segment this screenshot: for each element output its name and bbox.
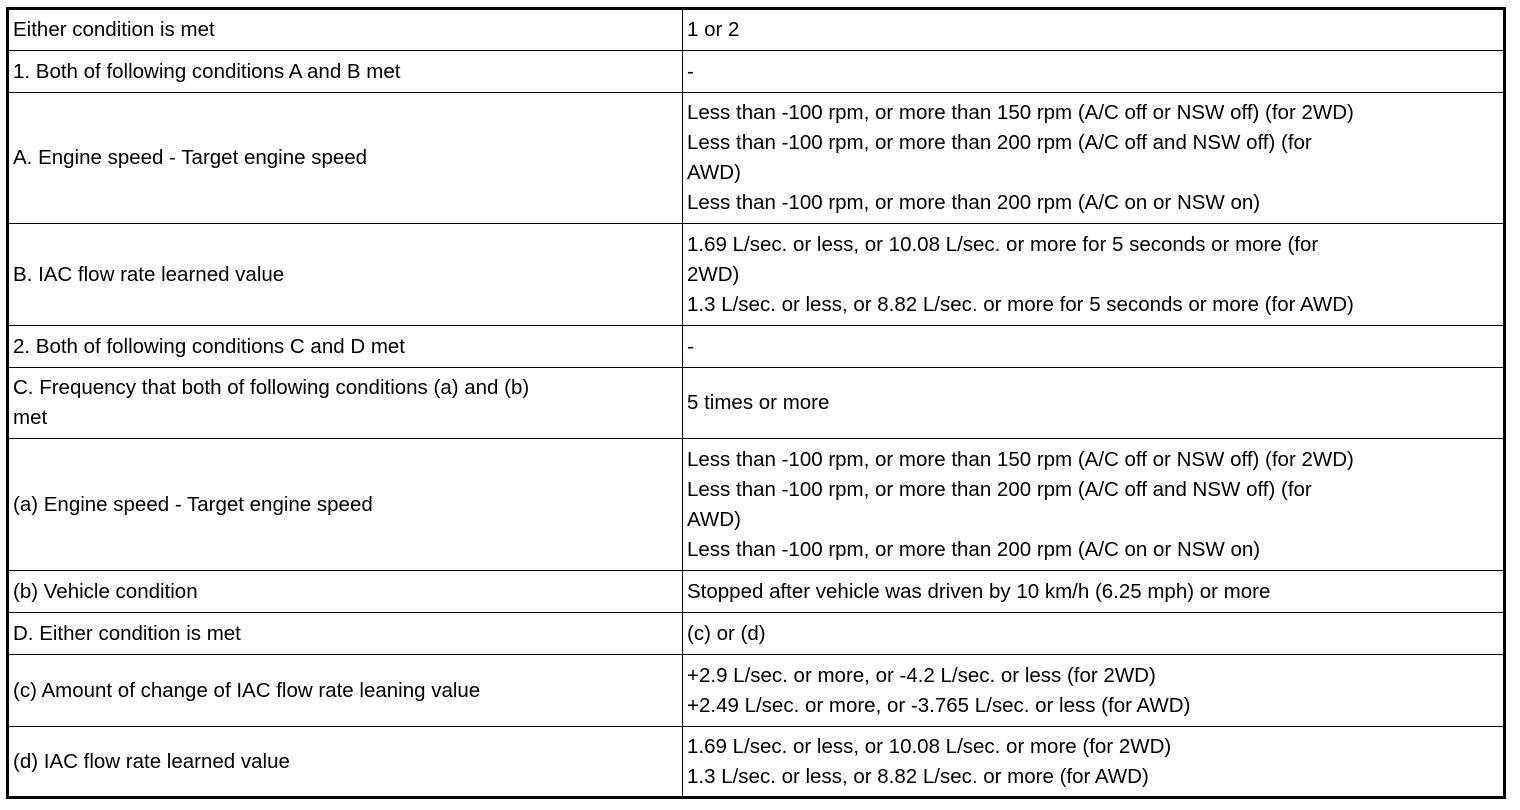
value-text: +2.9 L/sec. or more, or -4.2 L/sec. or less (for 2WD)	[687, 663, 1156, 687]
condition-text: Either condition is met	[13, 18, 215, 41]
value-text: 1 or 2	[687, 18, 740, 41]
value-cell	[683, 368, 1504, 439]
value-text: 2WD)	[687, 262, 740, 286]
condition-text: B. IAC flow rate learned value	[13, 262, 285, 286]
value-text: 5 times or more	[687, 391, 830, 414]
condition-cell	[9, 224, 683, 326]
condition-cell	[9, 727, 683, 797]
value-text: 1.3 L/sec. or less, or 8.82 L/sec. or more for 5 seconds or more (for AWD)	[687, 292, 1354, 316]
value-cell	[683, 727, 1504, 797]
conditions-table-container	[6, 7, 1506, 799]
value-text: AWD)	[687, 507, 741, 531]
condition-text: (d) IAC flow rate learned value	[13, 749, 290, 773]
value-cell	[683, 93, 1504, 224]
condition-text: 1. Both of following conditions A and B met	[13, 59, 401, 83]
table-row	[9, 10, 1503, 51]
value-text: Less than -100 rpm, or more than 150 rpm (A/C off or NSW off) (for 2WD)	[687, 101, 1354, 124]
value-text: 1.3 L/sec. or less, or 8.82 L/sec. or more (for AWD)	[687, 764, 1149, 788]
value-cell	[683, 613, 1504, 655]
condition-cell	[9, 93, 683, 224]
value-text: Less than -100 rpm, or more than 200 rpm (A/C off and NSW off) (for	[687, 131, 1312, 154]
condition-cell	[9, 51, 683, 93]
condition-text: 2. Both of following conditions C and D met	[13, 334, 405, 358]
condition-text: (c) Amount of change of IAC flow rate leaning value	[13, 678, 481, 702]
table-row	[9, 93, 1503, 224]
table-row	[9, 613, 1503, 655]
condition-cell	[9, 326, 683, 368]
value-cell	[683, 10, 1504, 51]
table-row	[9, 571, 1503, 613]
value-text: AWD)	[687, 161, 741, 184]
value-cell	[683, 571, 1504, 613]
condition-cell	[9, 613, 683, 655]
condition-text: (b) Vehicle condition	[13, 579, 198, 603]
condition-text: C. Frequency that both of following conditions (a) and (b)	[13, 376, 530, 399]
table-row	[9, 224, 1503, 326]
value-cell	[683, 439, 1504, 571]
value-text: (c) or (d)	[687, 621, 766, 645]
condition-cell	[9, 10, 683, 51]
table-row	[9, 655, 1503, 727]
condition-text: (a) Engine speed - Target engine speed	[13, 492, 373, 516]
condition-cell	[9, 655, 683, 727]
table-row	[9, 51, 1503, 93]
value-text: +2.49 L/sec. or more, or -3.765 L/sec. or less (for AWD)	[687, 693, 1191, 717]
conditions-table	[9, 10, 1503, 796]
value-text: Stopped after vehicle was driven by 10 km/h (6.25 mph) or more	[687, 579, 1271, 603]
table-row	[9, 727, 1503, 797]
value-cell	[683, 655, 1504, 727]
condition-cell	[9, 571, 683, 613]
condition-cell	[9, 439, 683, 571]
value-text: 1.69 L/sec. or less, or 10.08 L/sec. or more for 5 seconds or more (for	[687, 232, 1319, 256]
condition-cell	[9, 368, 683, 439]
value-text: -	[687, 59, 694, 83]
value-text: Less than -100 rpm, or more than 200 rpm (A/C on or NSW on)	[687, 537, 1261, 561]
value-text: 1.69 L/sec. or less, or 10.08 L/sec. or more (for 2WD)	[687, 734, 1172, 758]
value-cell	[683, 224, 1504, 326]
table-row	[9, 368, 1503, 439]
value-text: Less than -100 rpm, or more than 200 rpm (A/C on or NSW on)	[687, 191, 1261, 214]
value-cell	[683, 51, 1504, 93]
table-row	[9, 439, 1503, 571]
value-text: Less than -100 rpm, or more than 200 rpm (A/C off and NSW off) (for	[687, 477, 1312, 501]
value-text: -	[687, 334, 694, 358]
table-row	[9, 326, 1503, 368]
condition-text: D. Either condition is met	[13, 621, 241, 645]
value-cell	[683, 326, 1504, 368]
value-text: Less than -100 rpm, or more than 150 rpm (A/C off or NSW off) (for 2WD)	[687, 447, 1354, 471]
condition-text: A. Engine speed - Target engine speed	[13, 146, 368, 169]
condition-text: met	[13, 406, 48, 429]
